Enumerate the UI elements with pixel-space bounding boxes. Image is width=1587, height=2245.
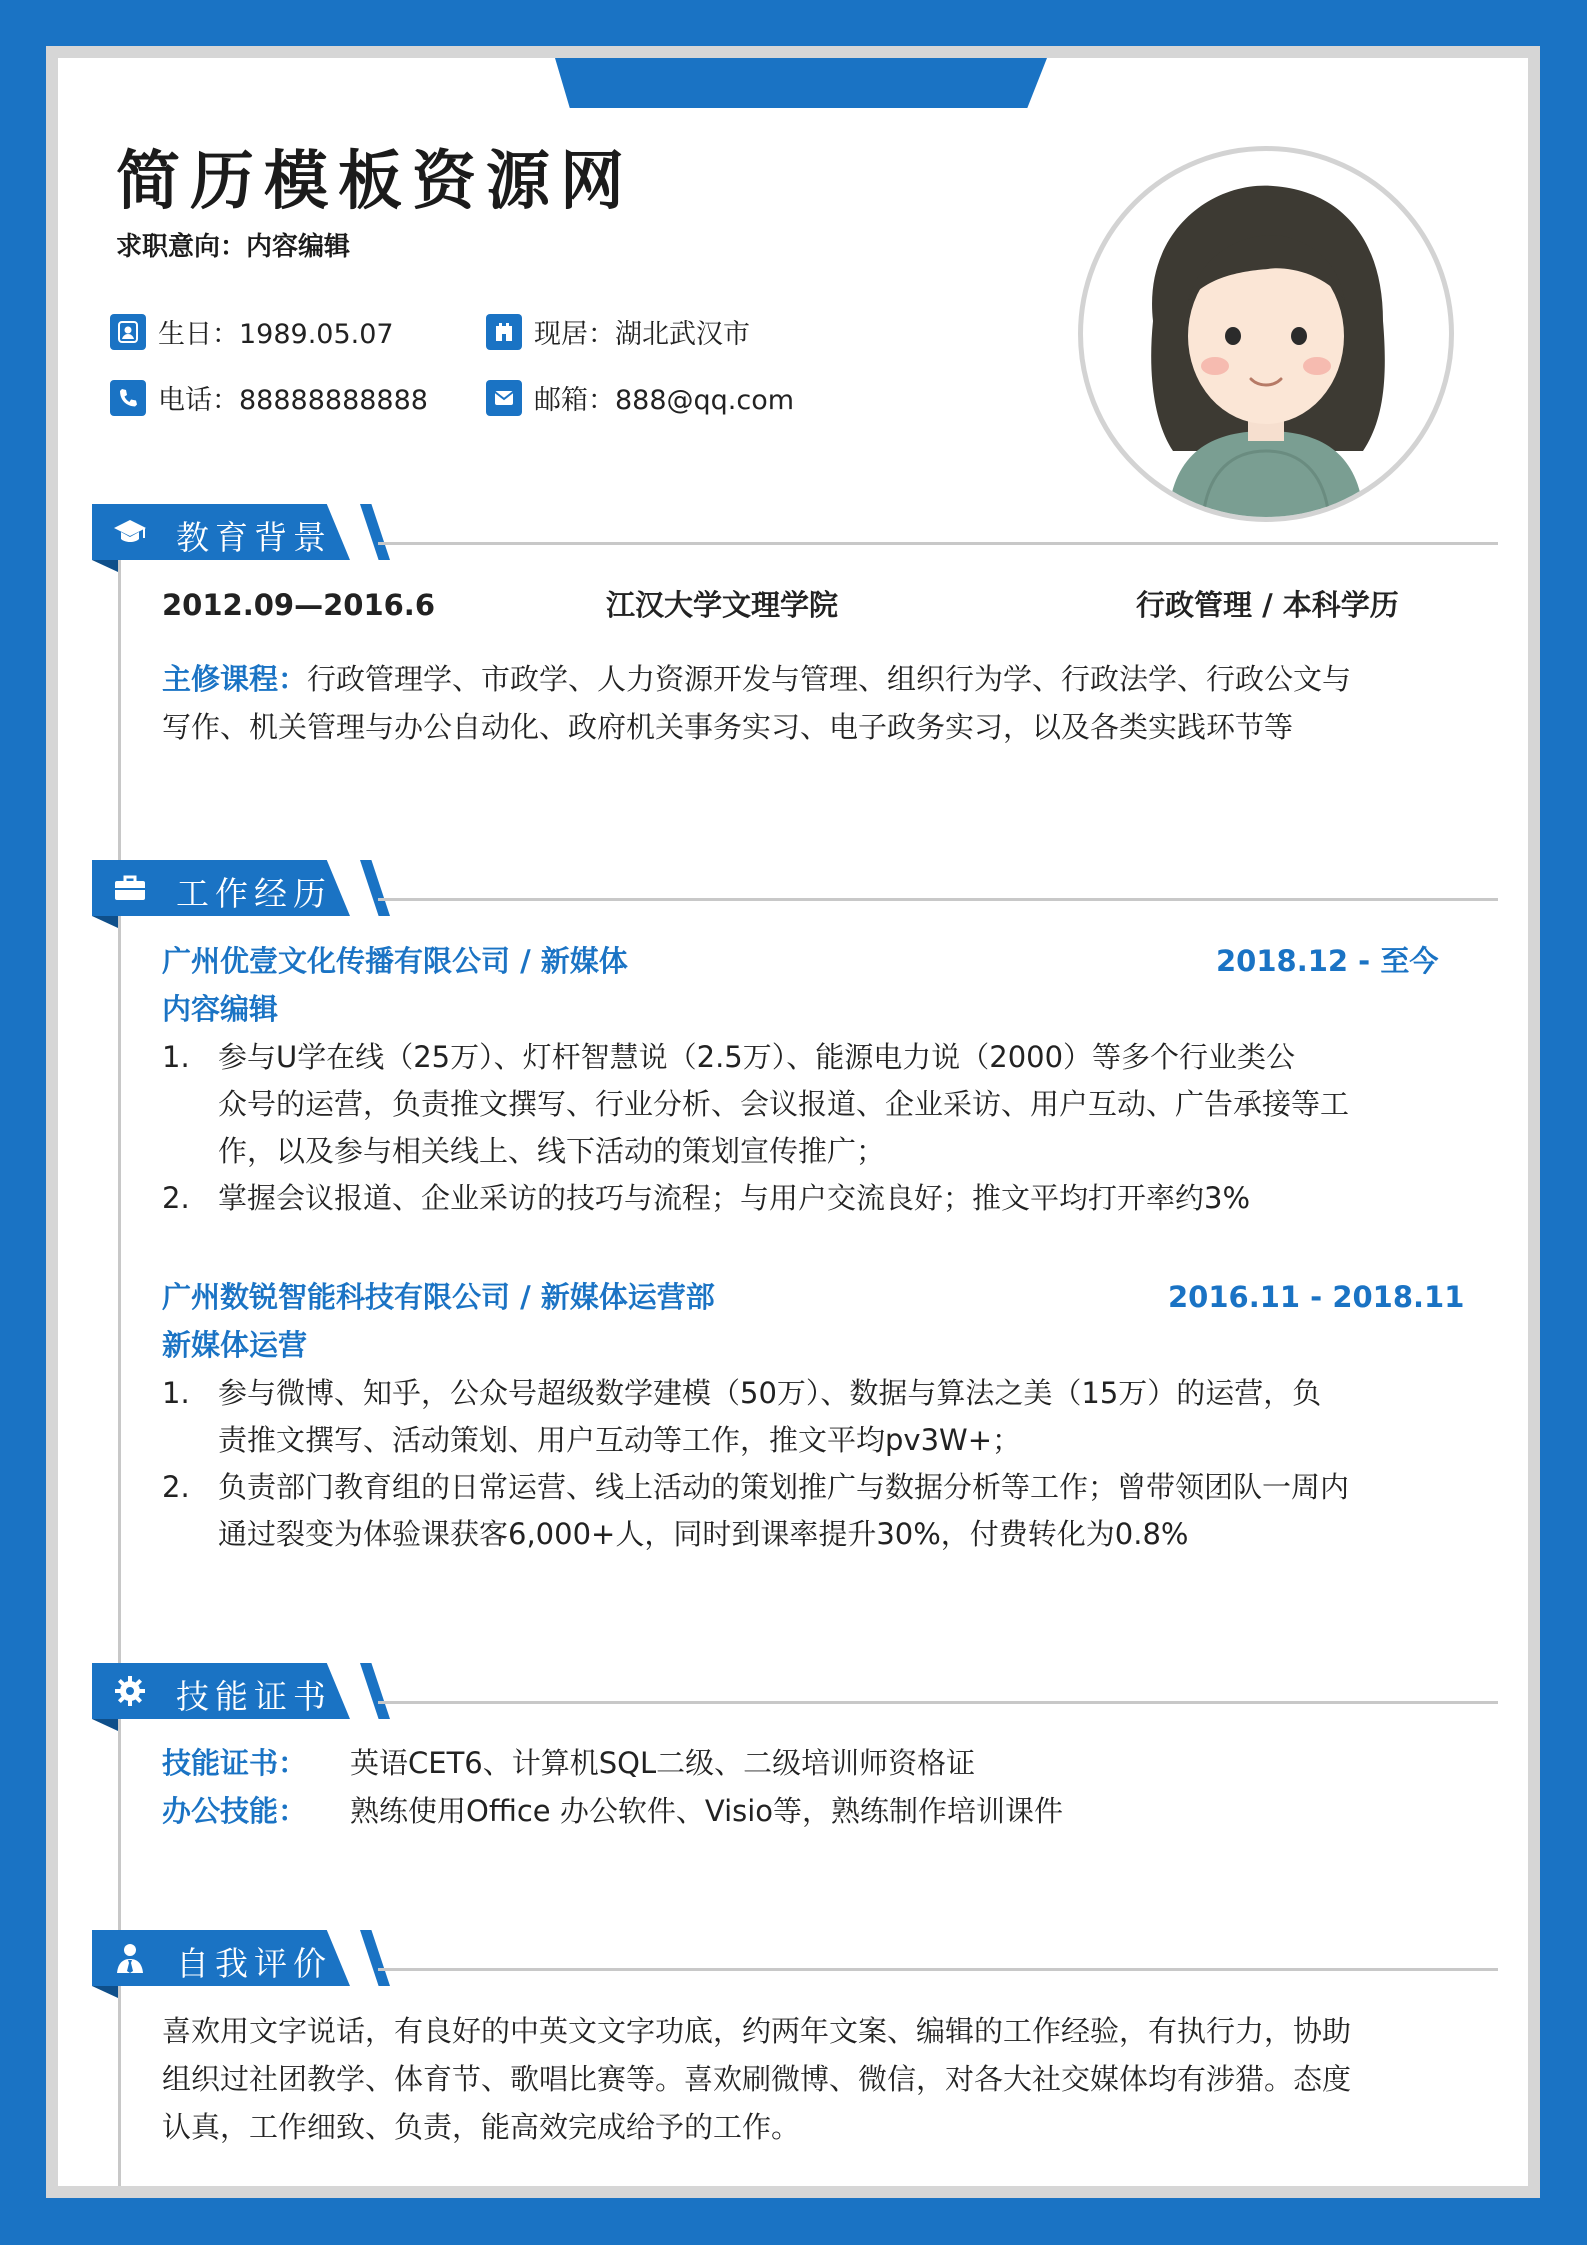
skills-office-label: 办公技能： (162, 1794, 308, 1828)
birthday-text: 生日：1989.05.07 (158, 319, 394, 350)
briefcase-icon (112, 870, 148, 906)
education-major: 行政管理 / 本科学历 (1136, 588, 1399, 622)
residence-row (486, 312, 750, 351)
list-text (218, 1370, 1321, 1464)
list-line: 众号的运营，负责推文撰写、行业分析、会议报道、企业采访、用户互动、广告承接等工 (218, 1087, 1350, 1121)
list-text (218, 1034, 1349, 1175)
list-item (162, 1464, 1482, 1558)
phone-icon (110, 380, 146, 416)
section-rule (378, 542, 1498, 545)
list-item (162, 1370, 1482, 1464)
work-role-2: 新媒体运营 (162, 1328, 308, 1362)
section-stripe (360, 504, 390, 560)
candidate-name: 简历模板资源网 (116, 145, 634, 219)
email-row (486, 378, 794, 417)
person-tie-icon (112, 1940, 148, 1976)
skills-cert-label: 技能证书： (162, 1746, 308, 1780)
section-tail (92, 1986, 118, 1998)
list-number: 1. (162, 1376, 190, 1410)
section-tail (92, 916, 118, 928)
education-period: 2012.09—2016.6 (162, 588, 435, 622)
section-label: 自我评价 (176, 1944, 332, 1983)
section-rule (378, 1968, 1498, 1971)
list-text (218, 1175, 1250, 1222)
list-line: 通过裂变为体验课获客6,000+人，同时到课率提升30%，付费转化为0.8% (218, 1517, 1189, 1551)
skills-cert-value: 英语CET6、计算机SQL二级、二级培训师资格证 (350, 1746, 976, 1780)
email-text: 邮箱：888@qq.com (534, 385, 795, 416)
work-company-1: 广州优壹文化传播有限公司 / 新媒体 (162, 944, 628, 978)
self-line-1: 喜欢用文字说话，有良好的中英文文字功底，约两年文案、编辑的工作经验，有执行力，协助 (162, 2014, 1352, 2048)
list-number: 2. (162, 1181, 190, 1215)
self-line-2: 组织过社团教学、体育节、歌唱比赛等。喜欢刷微博、微信，对各大社交媒体均有涉猎。态度 (162, 2062, 1352, 2096)
section-title-work (92, 860, 412, 916)
graduation-cap-icon (112, 514, 148, 550)
list-item (162, 1034, 1482, 1175)
section-tail (92, 560, 118, 572)
job-intent (116, 226, 350, 263)
list-line: 参与微博、知乎，公众号超级数学建模（50万）、数据与算法之美（15万）的运营，负 (218, 1376, 1322, 1410)
building-icon (486, 314, 522, 350)
gear-icon (112, 1673, 148, 1709)
section-tail (92, 1719, 118, 1731)
education-courses-line1 (162, 656, 1351, 703)
job-intent-label: 求职意向： (116, 232, 247, 262)
section-stripe (360, 1663, 390, 1719)
list-text (218, 1464, 1349, 1558)
list-number: 1. (162, 1040, 190, 1074)
list-line: 负责部门教育组的日常运营、线上活动的策划推广与数据分析等工作；曾带领团队一周内 (218, 1470, 1350, 1504)
section-title-education (92, 504, 412, 560)
education-courses-line2: 写作、机关管理与办公自动化、政府机关事务实习、电子政务实习，以及各类实践环节等 (162, 710, 1294, 744)
section-title-self (92, 1930, 412, 1986)
section-stripe (360, 860, 390, 916)
list-item (162, 1175, 1482, 1222)
section-rule (378, 1701, 1498, 1704)
section-stripe (360, 1930, 390, 1986)
top-tab-decoration (555, 58, 1047, 108)
list-line: 作，以及参与相关线上、线下活动的策划宣传推广； (218, 1134, 886, 1168)
job-intent-value: 内容编辑 (246, 232, 351, 262)
resume-sheet (58, 58, 1528, 2186)
phone-row (110, 378, 428, 417)
courses-label: 主修课程： (162, 662, 308, 696)
work-period-1: 2018.12 - 至今 (1216, 944, 1439, 978)
birthday-row (110, 312, 394, 351)
list-line: 参与U学在线（25万）、灯杆智慧说（2.5万）、能源电力说（2000）等多个行业类公 (218, 1040, 1296, 1074)
list-number: 2. (162, 1470, 190, 1504)
user-icon (110, 314, 146, 350)
residence-text: 现居：湖北武汉市 (534, 319, 750, 350)
list-line: 责推文撰写、活动策划、用户互动等工作，推文平均pv3W+； (218, 1423, 1021, 1457)
section-label: 技能证书 (176, 1677, 332, 1716)
work-company-2: 广州数锐智能科技有限公司 / 新媒体运营部 (162, 1280, 715, 1314)
mail-icon (486, 380, 522, 416)
section-title-skills (92, 1663, 412, 1719)
section-rule (378, 898, 1498, 901)
education-school: 江汉大学文理学院 (606, 588, 839, 622)
self-line-3: 认真，工作细致、负责，能高效完成给予的工作。 (162, 2110, 801, 2144)
section-label: 工作经历 (176, 874, 332, 913)
avatar (1078, 146, 1454, 522)
phone-text: 电话：88888888888 (158, 385, 428, 416)
list-line: 掌握会议报道、企业采访的技巧与流程；与用户交流良好；推文平均打开率约3% (218, 1181, 1251, 1215)
section-label: 教育背景 (176, 518, 332, 557)
work-period-2: 2016.11 - 2018.11 (1168, 1280, 1465, 1314)
skills-office-value: 熟练使用Office 办公软件、Visio等，熟练制作培训课件 (350, 1794, 1064, 1828)
courses-text: 行政管理学、市政学、人力资源开发与管理、组织行为学、行政法学、行政公文与 (307, 662, 1352, 696)
work-role-1: 内容编辑 (162, 992, 279, 1026)
